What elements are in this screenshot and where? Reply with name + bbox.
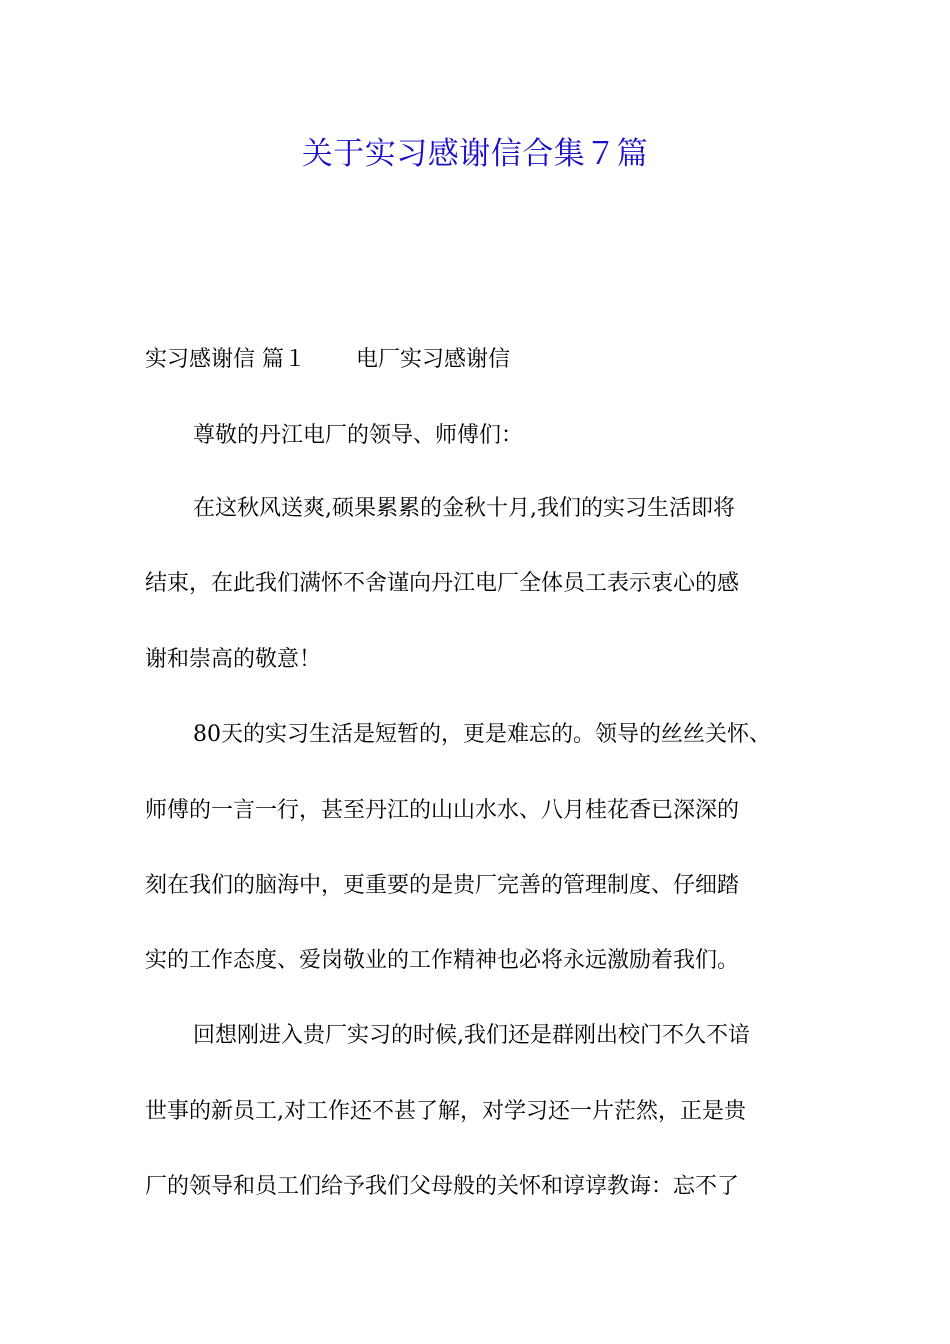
section-part-label: 实习感谢信 篇１ bbox=[145, 347, 306, 372]
document-title: 关于实习感谢信合集７篇 bbox=[301, 136, 649, 172]
paragraph-line: 厂的领导和员工们给予我们父母般的关怀和谆谆教诲：忘不了 bbox=[145, 1174, 740, 1199]
section-subtitle: 电厂实习感谢信 bbox=[356, 347, 511, 372]
paragraph-line: 80天的实习生活是短暂的，更是难忘的。领导的丝丝关怀、 bbox=[193, 722, 771, 747]
paragraph-line: 回想刚进入贵厂实习的时候,我们还是群刚出校门不久不谙 bbox=[193, 1023, 750, 1048]
paragraph-line: 师傅的一言一行，甚至丹江的山山水水、八月桂花香已深深的 bbox=[145, 798, 740, 823]
paragraph-line: 刻在我们的脑海中，更重要的是贵厂完善的管理制度、仔细踏 bbox=[145, 873, 740, 898]
paragraph-line: 世事的新员工,对工作还不甚了解，对学习还一片茫然，正是贵 bbox=[145, 1099, 746, 1124]
paragraph-line: 实的工作态度、爱岗敬业的工作精神也必将永远激励着我们。 bbox=[145, 948, 740, 973]
paragraph-line: 结束，在此我们满怀不舍谨向丹江电厂全体员工表示衷心的感 bbox=[145, 571, 740, 596]
salutation: 尊敬的丹江电厂的领导、师傅们： bbox=[193, 423, 524, 448]
paragraph-line: 在这秋风送爽,硕果累累的金秋十月,我们的实习生活即将 bbox=[193, 496, 735, 521]
paragraph-line: 谢和崇高的敬意！ bbox=[145, 647, 322, 672]
section-heading bbox=[145, 345, 825, 375]
